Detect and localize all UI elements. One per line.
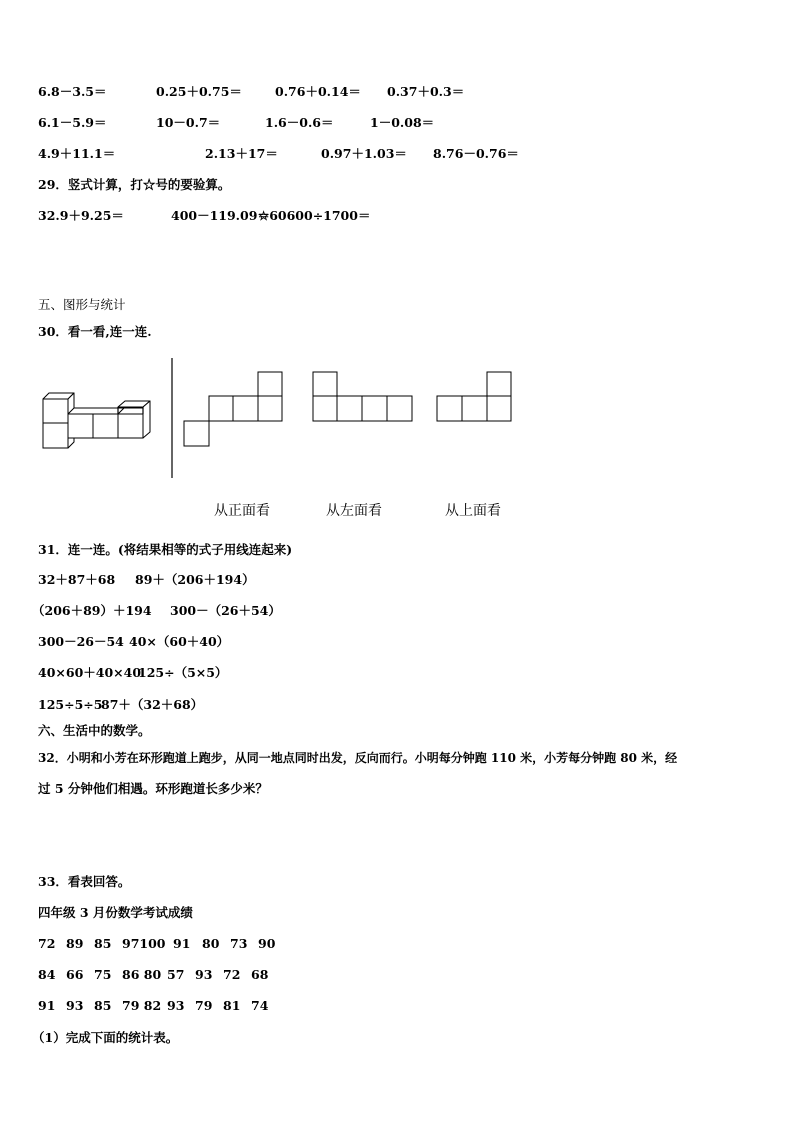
arith-item: 2.13＋17＝	[205, 146, 278, 161]
score: 75	[94, 967, 112, 982]
arith-item: 0.37＋0.3＝	[387, 84, 465, 99]
arith-item: 1.6－0.6＝	[265, 115, 334, 130]
arith-item: 0.25＋0.75＝	[156, 84, 242, 99]
q31-left: 300－26－54	[38, 634, 124, 649]
score: 81	[223, 998, 241, 1013]
view-shape-1	[184, 372, 282, 446]
q31-right: 87＋（32＋68）	[101, 697, 204, 712]
q33-part1: （1）完成下面的统计表。	[32, 1030, 179, 1045]
q31-left: （206＋89）＋194	[32, 603, 152, 618]
q31-left: 40×60＋40×40	[38, 665, 142, 680]
q29-item: ☆60600÷1700＝	[258, 208, 371, 223]
score: 66	[66, 967, 84, 982]
q31-left: 125÷5÷5	[38, 697, 103, 712]
score: 57	[167, 967, 185, 982]
view-label-top: 从上面看	[445, 503, 501, 519]
score: 93	[195, 967, 213, 982]
view-label-front: 从正面看	[214, 503, 270, 519]
score: 97100	[122, 936, 166, 951]
score: 73	[230, 936, 248, 951]
arith-item: 8.76－0.76＝	[433, 146, 519, 161]
score: 85	[94, 936, 112, 951]
arith-item: 4.9＋11.1＝	[38, 146, 116, 161]
q31-right: 89＋（206＋194）	[135, 572, 255, 587]
arith-item: 10－0.7＝	[156, 115, 221, 130]
score: 91	[173, 936, 191, 951]
score: 84	[38, 967, 56, 982]
score: 72	[223, 967, 241, 982]
view-label-left: 从左面看	[326, 503, 382, 519]
q30-title: 30．看一看,连一连.	[38, 324, 152, 339]
q33-title: 33．看表回答。	[38, 874, 131, 889]
view-shape-3	[437, 372, 511, 421]
q29-item: 400－119.09＝	[171, 208, 270, 223]
view-shape-2	[313, 372, 412, 421]
score: 74	[251, 998, 269, 1013]
score: 79 82	[122, 998, 162, 1013]
score: 72	[38, 936, 56, 951]
q32-line-2: 过 5 分钟他们相遇。环形跑道长多少米？	[38, 781, 268, 796]
score: 89	[66, 936, 84, 951]
score: 93	[66, 998, 84, 1013]
score: 79	[195, 998, 213, 1013]
score: 85	[94, 998, 112, 1013]
arith-item: 0.76＋0.14＝	[275, 84, 361, 99]
score: 93	[167, 998, 185, 1013]
arith-item: 1－0.08＝	[370, 115, 435, 130]
section5-title: 五、图形与统计	[38, 297, 126, 312]
q32-line-1: 32．小明和小芳在环形跑道上跑步，从同一地点同时出发，反向而行。小明每分钟跑 110 米，小芳每分钟跑 80 米，经	[38, 751, 678, 765]
score: 90	[258, 936, 276, 951]
q31-title: 31．连一连。(将结果相等的式子用线连起来)	[38, 542, 293, 557]
score: 86 80	[122, 967, 162, 982]
q29-item: 32.9＋9.25＝	[38, 208, 124, 223]
score: 68	[251, 967, 269, 982]
section6-title: 六、生活中的数学。	[38, 723, 151, 738]
q31-right: 125÷（5×5）	[138, 665, 228, 680]
q31-right: 40×（60＋40）	[129, 634, 230, 649]
q29-title: 29．竖式计算，打☆号的要验算。	[38, 177, 231, 192]
q33-subtitle: 四年级 3 月份数学考试成绩	[38, 905, 193, 920]
arith-item: 0.97＋1.03＝	[321, 146, 407, 161]
cube-solid-figure	[43, 393, 150, 448]
score: 80	[202, 936, 220, 951]
q31-left: 32＋87＋68	[38, 572, 116, 587]
score: 91	[38, 998, 56, 1013]
arith-item: 6.1－5.9＝	[38, 115, 107, 130]
q31-right: 300－（26＋54）	[170, 603, 281, 618]
arith-item: 6.8－3.5＝	[38, 84, 107, 99]
